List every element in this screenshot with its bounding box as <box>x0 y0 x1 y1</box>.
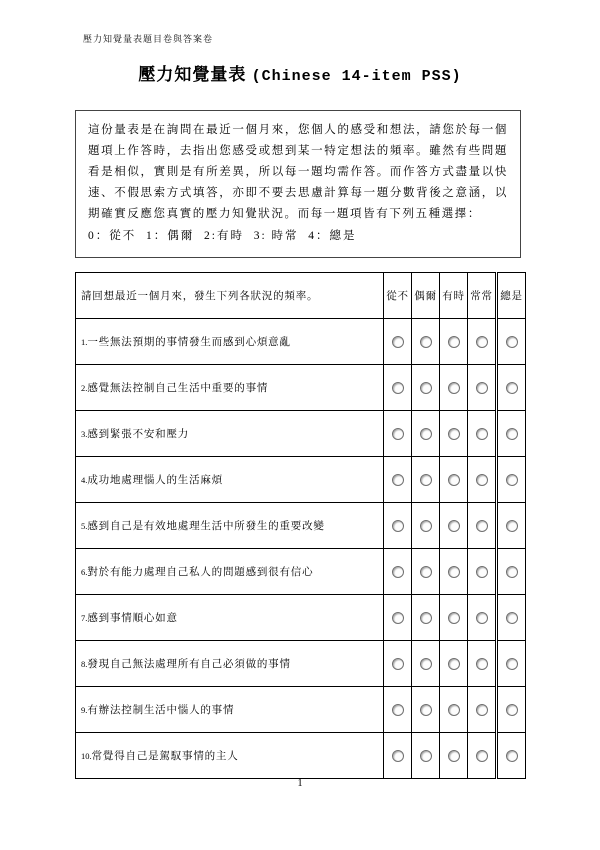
question-text: 有辦法控制生活中惱人的事情 <box>87 705 235 716</box>
column-header-never: 從不 <box>384 273 412 319</box>
radio-option[interactable] <box>392 612 404 624</box>
question-cell <box>76 503 384 549</box>
question-text: 成功地處理惱人的生活麻煩 <box>87 475 223 486</box>
question-cell <box>76 687 384 733</box>
radio-option[interactable] <box>506 612 518 624</box>
radio-option[interactable] <box>448 704 460 716</box>
radio-option[interactable] <box>476 520 488 532</box>
radio-option[interactable] <box>420 520 432 532</box>
table-row-1 <box>76 319 526 365</box>
column-header-often: 常常 <box>468 273 497 319</box>
radio-option[interactable] <box>506 336 518 348</box>
question-cell <box>76 549 384 595</box>
radio-option[interactable] <box>476 704 488 716</box>
table-row-7 <box>76 595 526 641</box>
radio-option[interactable] <box>476 612 488 624</box>
questionnaire-table <box>75 272 526 779</box>
table-row-10 <box>76 733 526 779</box>
radio-option[interactable] <box>392 382 404 394</box>
radio-option[interactable] <box>448 612 460 624</box>
radio-option[interactable] <box>476 658 488 670</box>
table-row-3 <box>76 411 526 457</box>
radio-option[interactable] <box>392 750 404 762</box>
radio-option[interactable] <box>476 750 488 762</box>
radio-option[interactable] <box>476 566 488 578</box>
question-cell <box>76 457 384 503</box>
radio-option[interactable] <box>448 750 460 762</box>
radio-option[interactable] <box>506 566 518 578</box>
radio-option[interactable] <box>476 336 488 348</box>
question-number: 6. <box>81 567 88 577</box>
table-row-4 <box>76 457 526 503</box>
question-number: 3. <box>81 429 88 439</box>
question-text: 一些無法預期的事情發生而感到心煩意亂 <box>87 337 291 348</box>
radio-option[interactable] <box>448 474 460 486</box>
question-number: 9. <box>81 705 88 715</box>
radio-option[interactable] <box>420 428 432 440</box>
question-text: 感到自己是有效地處理生活中所發生的重要改變 <box>87 521 325 532</box>
question-text: 常覺得自己是駕馭事情的主人 <box>91 751 239 762</box>
radio-option[interactable] <box>392 658 404 670</box>
radio-option[interactable] <box>448 658 460 670</box>
radio-option[interactable] <box>420 658 432 670</box>
radio-option[interactable] <box>476 474 488 486</box>
question-cell <box>76 365 384 411</box>
radio-option[interactable] <box>506 658 518 670</box>
page-number: 1 <box>297 778 303 789</box>
radio-option[interactable] <box>506 428 518 440</box>
document-header: 壓力知覺量表題目卷與答案卷 <box>83 34 214 44</box>
radio-option[interactable] <box>420 750 432 762</box>
question-text: 感覺無法控制自己生活中重要的事情 <box>87 383 269 394</box>
table-row-9 <box>76 687 526 733</box>
radio-option[interactable] <box>420 612 432 624</box>
radio-option[interactable] <box>506 474 518 486</box>
radio-option[interactable] <box>448 520 460 532</box>
radio-option[interactable] <box>476 382 488 394</box>
question-number: 7. <box>81 613 88 623</box>
radio-option[interactable] <box>448 382 460 394</box>
column-header-always: 總是 <box>497 273 526 319</box>
table-prompt: 請回想最近一個月來，發生下列各狀況的頻率。 <box>76 273 384 319</box>
radio-option[interactable] <box>420 704 432 716</box>
question-number: 8. <box>81 659 88 669</box>
page-title-en: (Chinese 14-item PSS) <box>251 68 462 85</box>
question-number: 5. <box>81 521 88 531</box>
radio-option[interactable] <box>448 566 460 578</box>
table-row-2 <box>76 365 526 411</box>
radio-option[interactable] <box>392 520 404 532</box>
radio-option[interactable] <box>392 474 404 486</box>
instruction-text: 這份量表是在詢問在最近一個月來，您個人的感受和想法，請您於每一個題項上作答時，去指出您感受或想到某一特定想法的頻率。雖然有些問題看是相似，實則是有所差異，所以每一題均需作答。而作答方式盡量以快速、不假思索方式填答，亦即不要去思慮計算每一題分數背後之意涵，以期確實反應您真實的壓力知覺狀況。而每一題項皆有下列五種選擇： <box>88 124 508 220</box>
question-text: 感到事情順心如意 <box>87 613 178 624</box>
radio-option[interactable] <box>392 428 404 440</box>
table-row-6 <box>76 549 526 595</box>
page-title-zh: 壓力知覺量表 <box>138 65 247 84</box>
question-cell <box>76 411 384 457</box>
radio-option[interactable] <box>392 704 404 716</box>
radio-option[interactable] <box>420 336 432 348</box>
radio-option[interactable] <box>476 428 488 440</box>
radio-option[interactable] <box>448 336 460 348</box>
question-number: 1. <box>81 337 88 347</box>
radio-option[interactable] <box>506 750 518 762</box>
question-number: 10. <box>81 751 92 761</box>
question-number: 4. <box>81 475 88 485</box>
question-text: 對於有能力處理自己私人的問題感到很有信心 <box>87 567 314 578</box>
column-header-rarely: 偶爾 <box>412 273 440 319</box>
radio-option[interactable] <box>448 428 460 440</box>
radio-option[interactable] <box>420 474 432 486</box>
radio-option[interactable] <box>506 520 518 532</box>
question-cell <box>76 595 384 641</box>
table-row-8 <box>76 641 526 687</box>
question-cell <box>76 733 384 779</box>
radio-option[interactable] <box>420 382 432 394</box>
question-cell <box>76 319 384 365</box>
radio-option[interactable] <box>392 336 404 348</box>
question-cell <box>76 641 384 687</box>
instruction-box <box>75 110 521 258</box>
page-title <box>0 60 600 85</box>
table-row-5 <box>76 503 526 549</box>
question-number: 2. <box>81 383 88 393</box>
radio-option[interactable] <box>420 566 432 578</box>
question-text: 感到緊張不安和壓力 <box>87 429 190 440</box>
radio-option[interactable] <box>392 566 404 578</box>
table-header-row <box>76 273 526 319</box>
scale-legend: 0：從不 1：偶爾 2:有時 3: 時常 4：總是 <box>88 229 357 242</box>
radio-option[interactable] <box>506 382 518 394</box>
radio-option[interactable] <box>506 704 518 716</box>
column-header-sometimes: 有時 <box>440 273 468 319</box>
question-text: 發現自己無法處理所有自己必須做的事情 <box>87 659 291 670</box>
